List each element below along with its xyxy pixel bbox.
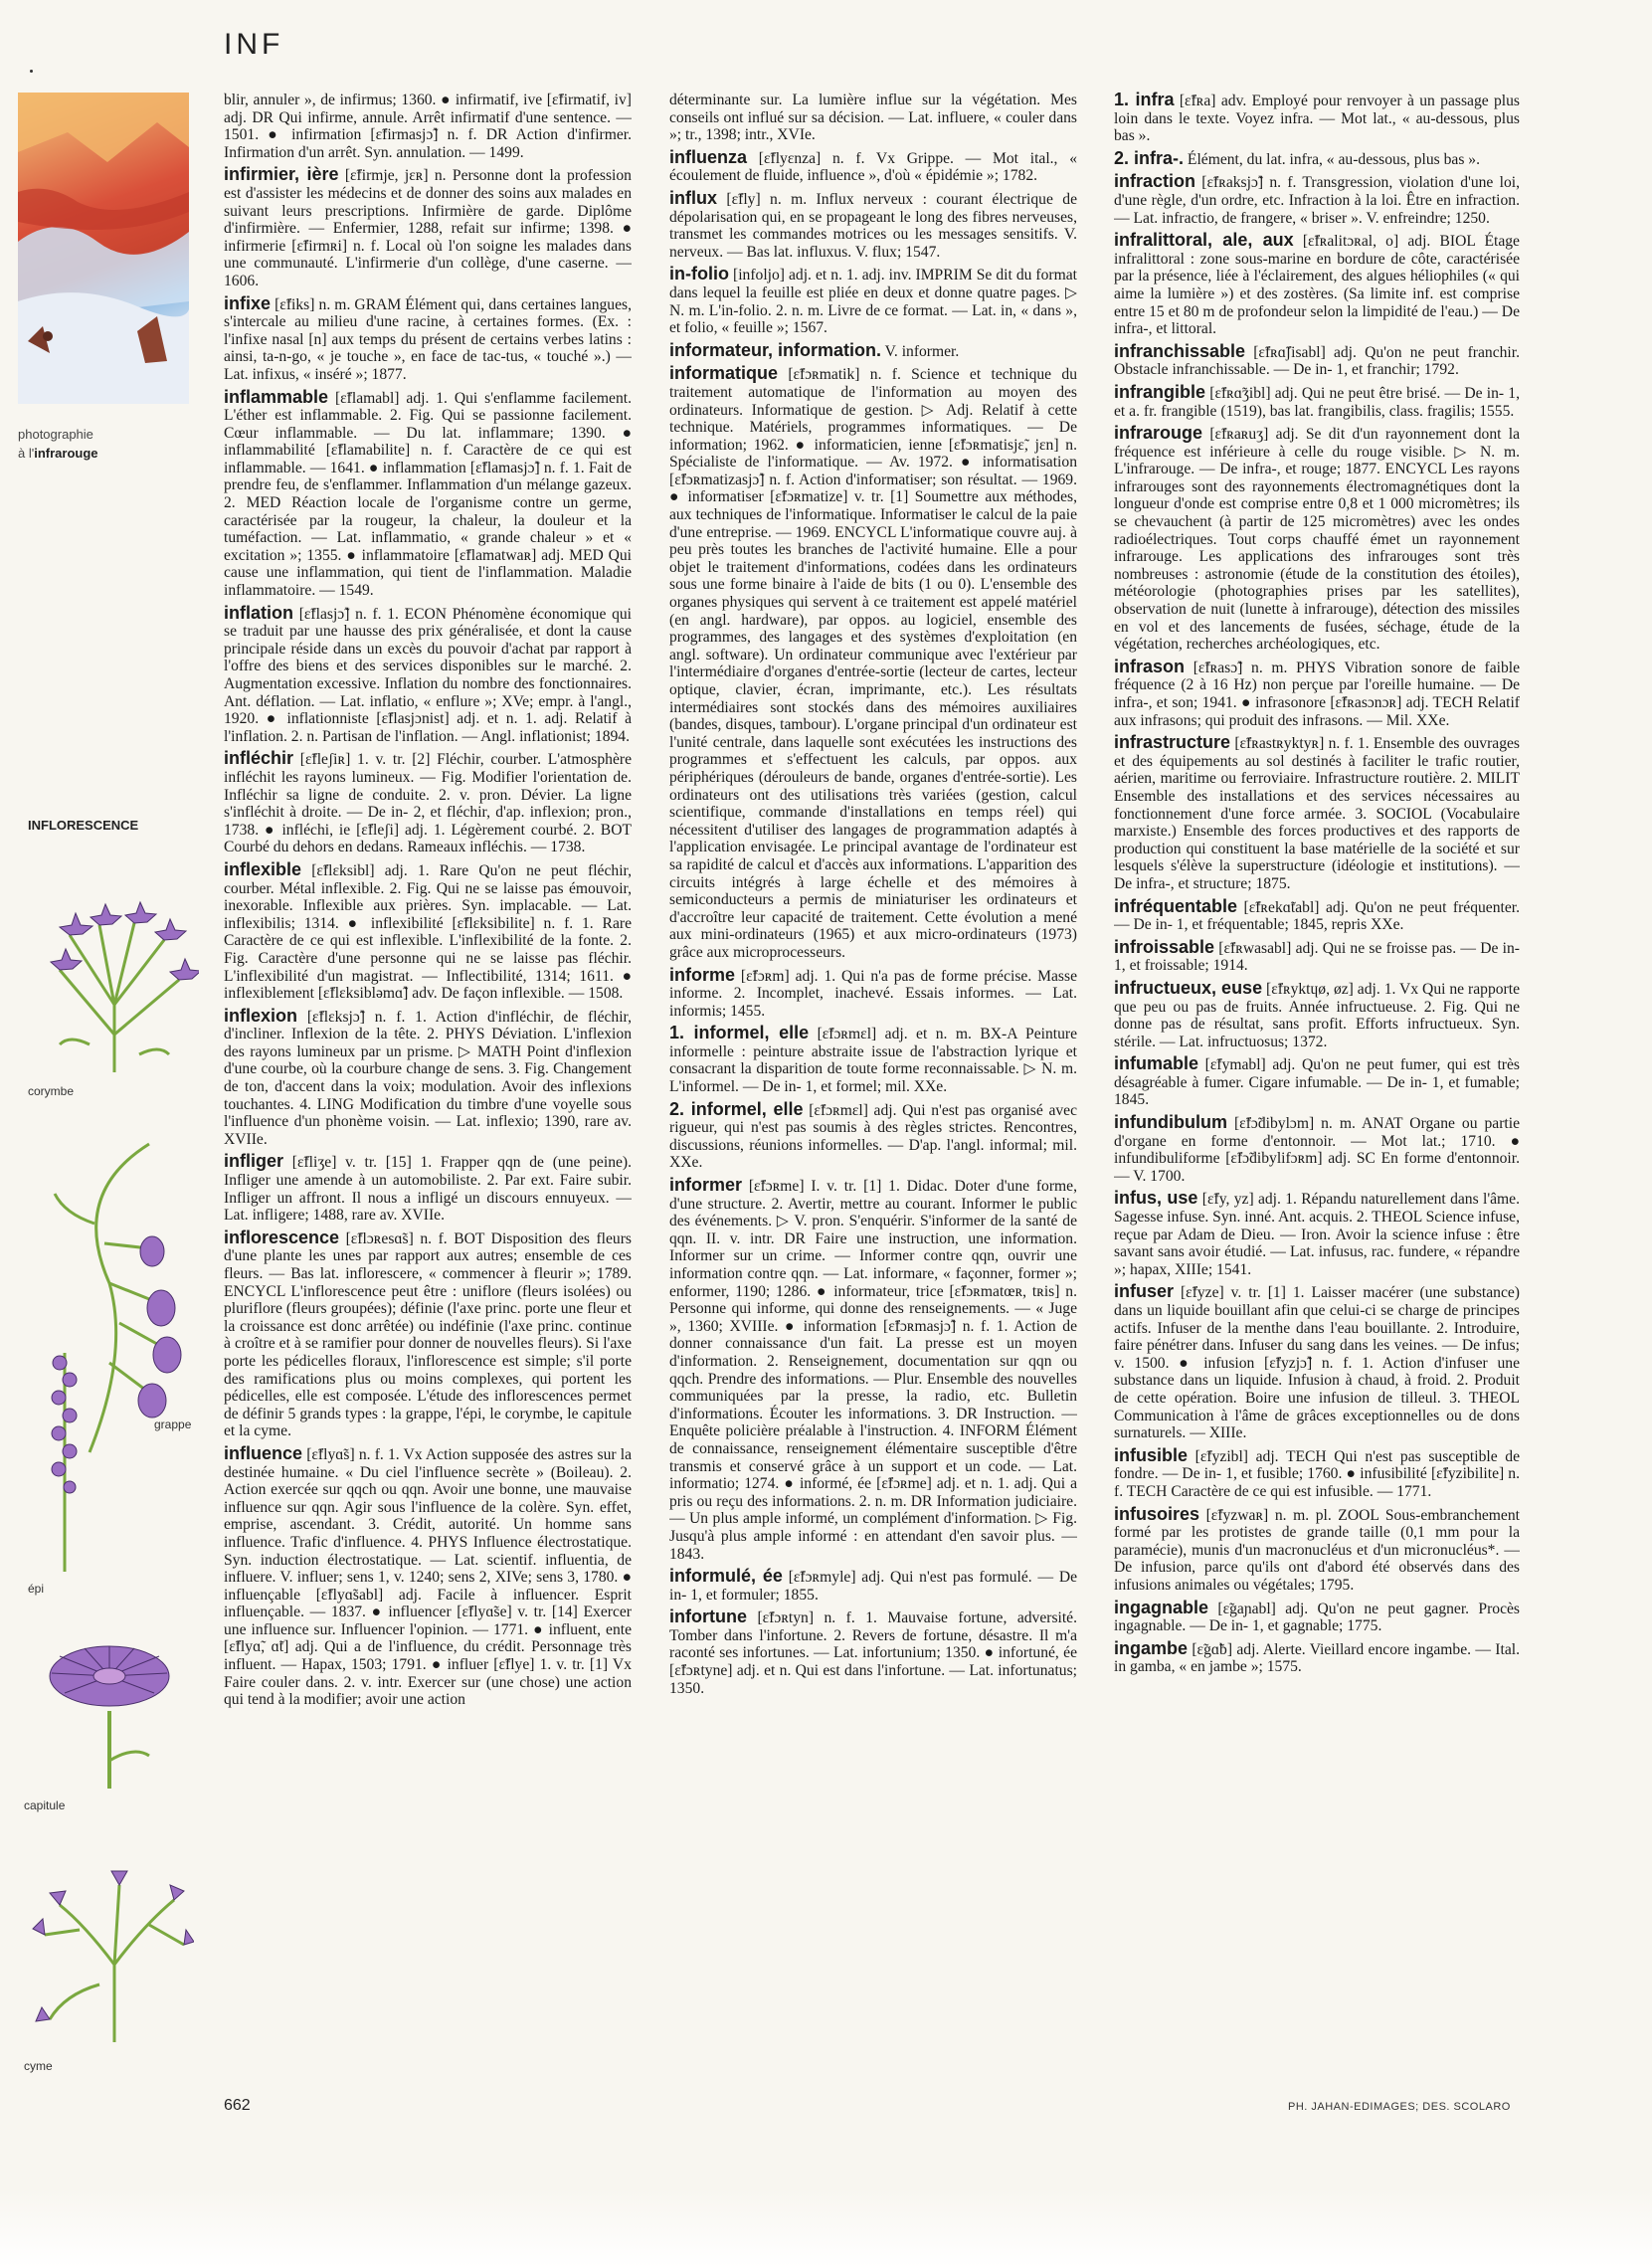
- photo-credit: PH. JAHAN-EDIMAGES; DES. SCOLARO: [1288, 2101, 1511, 2113]
- entry-definition: [ɛ̃fɔ̃dibylɔm] n. m. ANAT Organe ou partie d'organe en forme d'entonnoir. — Mot lat.; 1710. ● infundibuliforme [ɛ̃fɔ̃dibylifɔʀm] adj. SC En forme d'entonnoir. — V. 1700.: [1114, 1115, 1520, 1185]
- entry-definition: [ɛ̃fɔʀme] I. v. tr. [1] 1. Didac. Doter d'une forme, d'une structure. 2. Avertir, mettre au courant. Informer le public des événements. ▷ V. pron. S'enquérir. S'informer de la santé de qqn. II. v. intr. DR Faire une instruction, une information. Informer sur un crime. — Informer contre qqn, ouvrir une information contre qqn. — Lat. informare, « façonner, former »; enformer, 1190; 1286. ● informateur, trice [ɛ̃fɔʀmatœʀ, tʀis] n. Personne qui informe, qui donne des renseignements. — « Juge », 1360; XVIIIe. ● information [ɛ̃fɔʀmasjɔ̃] n. f. 1. Action de donner connaissance d'un fait. La presse est un moyen d'information. 2. Renseignement, documentation sur qqn ou qqch. Prendre des informations. — Plur. Ensemble des nouvelles communiquées par la presse, la radio, etc. Bulletin d'informations. Écouter les informations. 3. DR Instruction. — Enquête policière préalable à l'instruction. 4. INFORM Élément de connaissance, renseignement élémentaire susceptible d'être transmis et conservé grâce à un support et un code. — Lat. informatio; 1274. ● informé, ée [ɛ̃fɔʀme] adj. et n. 1. adj. Qui a pris ou reçu des informations. 2. n. m. DR Information judiciaire. — Un plus ample informé, un complément d'information. ▷ Fig. Jusqu'à plus ample informé : en attendant d'en savoir plus. — 1843.: [669, 1178, 1077, 1563]
- epi-flower-illustration: [40, 1348, 90, 1577]
- entry-headword: infliger: [224, 1151, 284, 1172]
- label-grappe: grappe: [154, 1418, 192, 1431]
- entry-headword: 1. infra: [1114, 92, 1175, 109]
- dictionary-entry: [1114, 1055, 1520, 1109]
- entry-headword: 2. infra-.: [1114, 147, 1185, 168]
- entry-definition: [ɛ̃flyɛnza] n. f. Vx Grippe. — Mot ital., « écoulement de fluide, influence », d'où « épidémie »; 1782.: [669, 149, 1077, 185]
- dictionary-entry: [1114, 381, 1520, 420]
- dictionary-entry: [1114, 1283, 1520, 1441]
- dictionary-entry: [669, 1025, 1077, 1095]
- dictionary-entry: [224, 386, 632, 600]
- entry-definition: [ɛ̃fleʃiʀ] 1. v. tr. [2] Fléchir, courber. L'atmosphère infléchit les rayons lumineux. — Fig. Modifier l'orientation de. Infléchir sa ligne de conduite. 2. v. pron. Dévier. La ligne s'infléchit à droite. — De in- 2, et fléchir, d'ap. inflexion; pron., 1738. ● infléchi, ie [ɛ̃fleʃi] adj. 1. Légèrement courbé. 2. BOT Courbé du dehors en dedans. Rameaux infléchis. — 1738.: [224, 751, 632, 856]
- corymbe-icon: [30, 895, 199, 1074]
- dictionary-entry: [224, 750, 632, 856]
- entry-headword: infroissable: [1114, 936, 1215, 957]
- entry-headword: inflammable: [224, 386, 329, 407]
- entry-definition: [ɛ̃fly] n. m. Influx nerveux : courant électrique de dépolarisation qui, en se propageant le long des fibres nerveuses, transmet les commandes motrices ou les messages sensitifs. V. nerveux. — Bas lat. influxus. V. flux; 1547.: [669, 190, 1077, 261]
- entry-headword: infructueux, euse: [1114, 977, 1263, 998]
- entry-headword: influx: [669, 187, 717, 208]
- entry-definition: [ɛ̃fʀalitɔʀal, o] adj. BIOL Étage infralittoral : zone sous-marine en bordure de côte, caractérisée par la présence, liée à l'éclairement, des algues héliophiles (« qui aime la lumière ») et des zostères. (Sa limite inf. est comprise entre 15 et 80 m de profondeur selon la limpidité de l'eau.) — De infra-, et littoral.: [1114, 233, 1520, 338]
- dictionary-entry: [1114, 656, 1520, 729]
- entry-headword: infranchissable: [1114, 340, 1246, 361]
- dictionary-entry: [1114, 1637, 1520, 1676]
- entry-headword: inflorescence: [224, 1227, 340, 1247]
- entry-definition: [ɛ̃fɔʀmyle] adj. Qui n'est pas formulé. — De in- 1, et formuler; 1855.: [669, 1569, 1077, 1604]
- label-epi: épi: [28, 1582, 45, 1596]
- dictionary-entry: [1114, 734, 1520, 892]
- entry-definition: [ɛ̃fɔʀmɛl] adj. et n. m. BX-A Peinture informelle : peinture abstraite issue de l'abstraction lyrique et consacrant la disparition de toute forme reconnaissable. ▷ N. m. L'informel. — De in- 1, et formel; mil. XXe.: [669, 1026, 1077, 1096]
- entry-headword: informer: [669, 1175, 743, 1196]
- dictionary-entry: [1114, 936, 1520, 975]
- dictionary-entry: [1114, 895, 1520, 934]
- entry-headword: ingagnable: [1114, 1597, 1209, 1617]
- entry-definition: [ɛ̃flɛksjɔ̃] n. f. 1. Action d'infléchir, de fléchir, d'incliner. Inflexion de la tête. 2. PHYS Déviation. L'inflexion des rayons lumineux par un prisme. ▷ MATH Point d'inflexion d'une courbe, où la courbure change de sens. 3. Fig. Changement de ton, d'accent dans la voix; modulation. Avoir des inflexions touchantes. 4. LING Modification du timbre d'une voyelle sous l'influence d'un phonème voisin. — Lat. inflexio; 1390, rare av. XVIIe.: [224, 1008, 632, 1148]
- entry-definition: [ɛ̃fʀa] adv. Employé pour renvoyer à un passage plus loin dans le texte. Voyez infra. — Mot lat., « au-dessous, plus bas ».: [1114, 93, 1520, 145]
- label-corymbe: corymbe: [28, 1084, 75, 1098]
- entry-headword: infundibulum: [1114, 1112, 1227, 1133]
- margin-dot: [30, 70, 33, 73]
- dictionary-entry: [1114, 1190, 1520, 1278]
- entry-definition: [ɛ̃fyzwaʀ] n. m. pl. ZOOL Sous-embranchement formé par les protistes de grande taille (0,1 mm pour la paramécie), munis d'un macronucléus et d'un micronucléus*. — De infusion, parce qu'ils ont d'abord été observés dans des infusions animales ou végétales; 1795.: [1114, 1506, 1520, 1594]
- dictionary-column-3: [1114, 92, 1520, 2081]
- dictionary-entry: [669, 266, 1077, 336]
- dictionary-entry: [1114, 92, 1520, 145]
- entry-definition: [ɛ̃fɔʀmɛl] adj. Qui n'est pas organisé avec rigueur, qui n'est pas soumis à des règles strictes. Rencontres, discussions, réunions informelles. — D'ap. l'angl. informal; mil. XXe.: [669, 1101, 1077, 1172]
- dictionary-column-1: [224, 92, 632, 2081]
- entry-headword: in-folio: [669, 264, 729, 284]
- entry-headword: infralittoral, ale, aux: [1114, 230, 1294, 251]
- dictionary-entry: [224, 602, 632, 746]
- entry-headword: infrason: [1114, 656, 1186, 676]
- scan-edge: [0, 2188, 1652, 2268]
- entry-headword: infixe: [224, 292, 272, 313]
- dictionary-entry: [669, 1098, 1077, 1172]
- entry-definition: [ɛ̃flɔʀesɑ̃s] n. f. BOT Disposition des fleurs d'une plante les unes par rapport aux autres; ensemble de ces fleurs. — Bas lat. inflorescere, « commencer à fleurir »; 1789. ENCYCL L'inflorescence peut être : uniflore (fleurs isolées) ou pluriflore (fleurs groupées); définie (l'axe princ. porte une fleur et la croissance est donc arrêtée) ou indéfinie (l'axe princ. continue à croître et à se ramifier pour donner de nouvelles fleurs). Si l'axe porte les pédicelles floraux, l'inflorescence est simple; s'il porte des ramifications plus ou moins complexes, qui portent les pédicelles, elle est composée. L'étude des inflorescences permet de définir 5 grands types : la grappe, l'épi, le corymbe, le capitule et la cyme.: [224, 1229, 632, 1440]
- entry-headword: infrarouge: [1114, 423, 1203, 444]
- entry-headword: infortune: [669, 1606, 747, 1627]
- entry-headword: infrangible: [1114, 381, 1206, 402]
- entry-headword: infirmier, ière: [224, 164, 339, 185]
- capitule-icon: [40, 1631, 179, 1791]
- entry-definition: déterminante sur. La lumière influe sur la végétation. Mes conseils ont influé sur sa décision. — Lat. influere, « couler dans »; tr., 1398; intr., XVIe.: [669, 92, 1077, 144]
- label-capitule: capitule: [24, 1798, 66, 1812]
- entry-headword: influenza: [669, 146, 748, 167]
- photo-caption-bold: infrarouge: [34, 446, 98, 461]
- dictionary-entry: [1114, 1503, 1520, 1595]
- entry-headword: inflexion: [224, 1005, 298, 1026]
- dictionary-entry: [224, 1442, 632, 1709]
- entry-headword: 1. informel, elle: [669, 1023, 810, 1043]
- dictionary-entry: [669, 964, 1077, 1021]
- dictionary-entry: [224, 1153, 632, 1224]
- entry-definition: [ɛ̃firmje, jɛʀ] n. Personne dont la profession est d'assister les médecins et de donner des soins aux malades en suivant leurs prescriptions. Infirmière de garde. Diplôme d'infirmière. — Enfermier, 1288, refait sur infirme; 1398. ● infirmerie [ɛ̃firmʀi] n. f. Local où l'on soigne les malades dans une communauté. L'infirmerie d'un collège, d'une caserne. — 1606.: [224, 167, 632, 289]
- entry-definition: Élément, du lat. infra, « au-dessous, plus bas ».: [1187, 150, 1480, 168]
- entry-definition: blir, annuler », de infirmus; 1360. ● infirmatif, ive [ɛ̃firmatif, iv] adj. DR Qui infirme, annule. Arrêt infirmatif d'une sentence. — 1501. ● infirmation [ɛ̃firmasjɔ̃] n. f. DR Action d'infirmer. Infirmation d'un arrêt. Syn. annulation. — 1499.: [224, 92, 632, 161]
- dictionary-entry: [1114, 340, 1520, 379]
- entry-definition: [ɛ̃fliʒe] v. tr. [15] 1. Frapper qqn de (une peine). Infliger une amende à un automobiliste. 2. Par ext. Faire subir. Infliger un affront. Il nous a infligé un discours ennuyeux. — Lat. infligere; 1488, rare av. XVIIe.: [224, 1154, 632, 1225]
- dictionary-entry: [1114, 1444, 1520, 1501]
- entry-headword: infraction: [1114, 171, 1196, 192]
- entry-definition: [ɛ̃fʀyktɥø, øz] adj. 1. Vx Qui ne rapporte que peu ou pas de fruits. Année infructueuse. 2. Fig. Qui ne donne pas de résultat, sans profit. Efforts infructueux. Syn. stérile. — Lat. infructuosus; 1372.: [1114, 980, 1520, 1050]
- page-header: INF: [224, 28, 284, 61]
- dictionary-entry: [224, 92, 632, 161]
- entry-definition: [ɛ̃fʀasɔ̃] n. m. PHYS Vibration sonore de faible fréquence (2 à 16 Hz) non perçue par l'oreille humaine. — De infra-, et son; 1941. ● infrasonore [ɛ̃fʀasɔnɔʀ] adj. TECH Relatif aux infrasons; qui produit des infrasons. — Mil. XXe.: [1114, 659, 1520, 729]
- dictionary-entry: [224, 292, 632, 384]
- entry-definition: [ɛ̃fʀaksjɔ̃] n. f. Transgression, violation d'une loi, d'une règle, d'un ordre, etc. Infraction à la loi. Être en infraction. — Lat. infractio, de frangere, « briser ». V. enfreindre; 1250.: [1114, 174, 1520, 227]
- dictionary-entry: [224, 166, 632, 289]
- entry-definition: [ɛ̃fʀekɑ̃tabl] adj. Qu'on ne peut fréquenter. — De in- 1, et fréquentable; 1845, repris XXe.: [1114, 898, 1520, 934]
- entry-definition: [ɛ̃fiks] n. m. GRAM Élément qui, dans certaines langues, s'intercale au milieu d'une racine, à certaines formes. (Ex. : l'infixe nasal [n] aux temps du présent de certains verbes latins : ainsi, ta-n-go, « je touche », en face de tac-tus, « touché ».) — Lat. infixus, « inséré »; 1877.: [224, 295, 632, 383]
- dictionary-entry: [669, 146, 1077, 185]
- dictionary-entry: [669, 187, 1077, 261]
- dictionary-entry: [224, 858, 632, 1003]
- entry-headword: informe: [669, 964, 736, 985]
- inflorescence-title: INFLORESCENCE: [28, 818, 139, 833]
- entry-headword: influence: [224, 1442, 303, 1463]
- entry-headword: informatique: [669, 363, 779, 384]
- entry-definition: [ɛ̃fyzibl] adj. TECH Qui n'est pas susceptible de fondre. — De in- 1, et fusible; 1760. ● infusibilité [ɛ̃fyzibilite] n. f. TECH Caractère de ce qui est infusible. — 1771.: [1114, 1447, 1520, 1500]
- dictionary-entry: [669, 1568, 1077, 1604]
- epi-icon: [40, 1348, 90, 1577]
- dictionary-entry: [1114, 232, 1520, 338]
- dictionary-entry: [224, 1005, 632, 1149]
- entry-definition: [ɛ̃flɛksibl] adj. 1. Rare Qu'on ne peut fléchir, courber. Métal inflexible. 2. Fig. Qui ne se laisse pas émouvoir, inexorable. Inflexible aux prières. Syn. implacable. — Lat. inflexibilis; 1314. ● inflexibilité [ɛ̃flɛksibilite] n. f. 1. Rare Caractère de ce qui est inflexible. L'inflexibilité de la fonte. 2. Fig. Caractère d'une personne qui ne se laisse pas fléchir. L'inflexibilité d'un magistrat. — Inflectibilité, 1314; 1611. ● inflexiblement [ɛ̃flɛksibləmɑ̃] adv. De façon inflexible. — 1508.: [224, 861, 632, 1003]
- entry-definition: [ɛ̃flyɑ̃s] n. f. 1. Vx Action supposée des astres sur la destinée humaine. « Du ciel l'influence secrète » (Boileau). 2. Action exercée sur qqch ou qqn. Avoir une bonne, une mauvaise influence sur qqn. Agir sous l'influence de la colère. Syn. effet, emprise, ascendant. 3. Crédit, autorité. Un homme sans influence. Trafic d'influence. 4. PHYS Influence électrostatique. Syn. induction électrostatique. — Lat. scientif. influentia, de influere. V. influer; sens 1, v. 1240; sens 2, XIVe; sens 3, 1780. ● influençable [ɛ̃flyɑ̃sabl] adj. Facile à influencer. Esprit influençable. — 1837. ● influencer [ɛ̃flyɑ̃se] v. tr. [14] Exercer une influence sur. Influencer l'opinion. — 1771. ● influent, ente [ɛ̃flyɑ̃, ɑ̃t] adj. Qui a de l'influence, du crédit. Personnage très influent. — Hapax, 1503; 1791. ● influer [ɛ̃flye] 1. v. tr. [1] Vx Faire couler dans. 2. v. intr. Exercer sur (une chose) une action qui tend à la modifier; avoir une action: [224, 1445, 632, 1709]
- photo-caption-prefix: à l': [18, 446, 35, 461]
- dictionary-entry: [669, 365, 1077, 961]
- entry-headword: inflexible: [224, 858, 302, 879]
- entry-definition: [ɛ̃gɑ̃b] adj. Alerte. Vieillard encore ingambe. — Ital. in gamba, « en jambe »; 1575.: [1114, 1640, 1520, 1676]
- entry-definition: [ɛ̃fyze] v. tr. [1] 1. Laisser macérer (une substance) dans un liquide bouillant afin que celui-ci se charge de principes actifs. Infuser de la menthe dans l'eau bouillante. 2. Introduire, faire pénétrer dans. Infuser du sang dans les veines. — De infus; v. 1500. ● infusion [ɛ̃fyzjɔ̃] n. f. 1. Action d'infuser une substance dans un liquide. Infusion à chaud, à froid. 2. Produit de cette opération. Boire une infusion de tilleul. 3. THEOL Communication à l'âme de grâces exceptionnelles ou de dons surnaturels. — XIIIe.: [1114, 1284, 1520, 1442]
- entry-headword: infrastructure: [1114, 732, 1231, 753]
- entry-definition: [ɛ̃flasjɔ̃] n. f. 1. ECON Phénomène économique qui se traduit par une hausse des prix généralisée, et dont la cause principale réside dans un excès du pouvoir d'achat par rapport à l'offre des biens et des services disponibles sur le marché. 2. Augmentation excessive. Inflation du nombre des fonctionnaires. Ant. déflation. — Lat. inflatio, « enflure »; XVe; empr. à l'angl., 1920. ● inflationniste [ɛ̃flasjɔnist] adj. et n. 1. adj. Relatif à l'inflation. 2. n. Partisan de l'inflation. — Angl. inflationist; 1894.: [224, 605, 632, 745]
- cyme-icon: [25, 1845, 194, 2044]
- entry-headword: infléchir: [224, 748, 294, 769]
- entry-definition: [ɛ̃fʀastʀyktyʀ] n. f. 1. Ensemble des ouvrages et des équipements au sol destinés à faciliter le trafic routier, aérien, maritime ou ferroviaire. Infrastructure routière. 2. MILIT Ensemble des installations et des services nécessaires au fonctionnement d'une force armée. 3. SOCIOL (Vocabulaire marxiste.) Ensemble des forces productives et des rapports de production qui constituent la base matérielle de la société et sur lesquels s'élève la superstructure (idéologie et institutions). — De infra-, et structure; 1875.: [1114, 735, 1520, 892]
- dictionary-entry: [224, 1229, 632, 1440]
- dictionary-entry: [669, 92, 1077, 144]
- dictionary-entry: [1114, 1114, 1520, 1185]
- entry-definition: [ɛ̃fʀɑ̃ʃisabl] adj. Qu'on ne peut franchir. Obstacle infranchissable. — De in- 1, et franchir; 1792.: [1114, 343, 1520, 379]
- entry-definition: [ɛ̃gaɲabl] adj. Qu'on ne peut gagner. Procès ingagnable. — De in- 1, et gagnable; 1775.: [1114, 1600, 1520, 1635]
- entry-headword: 2. informel, elle: [669, 1098, 804, 1119]
- entry-definition: [infoljo] adj. et n. 1. adj. inv. IMPRIM Se dit du format dans lequel la feuille est pliée en deux et donne quatre pages. ▷ N. m. L'in-folio. 2. n. m. Livre de ce format. — Lat. in, « dans », et folio, « feuille »; 1567.: [669, 267, 1077, 337]
- entry-definition: [ɛ̃fʀaʀuʒ] adj. Se dit d'un rayonnement dont la fréquence est inférieure à celle du rouge visible. ▷ N. m. L'infrarouge. — De infra-, et rouge; 1877. ENCYCL Les rayons infrarouges sont des rayonnements électromagnétiques dont la longueur d'onde est comprise entre 0,8 et 1 000 micromètres; ils se chevauchent (à partir de 125 micromètres) avec les ondes radioélectriques. Tout corps chauffé émet un rayonnement infrarouge. Les applications des infrarouges sont très nombreuses : astronomie (étude de la constitution des étoiles), météorologie (photographies prises par les satellites), observation de nuit (lunette à infrarouge), détection des missiles en vol et des lancements de fusées, séchage, étude de la végétation, recherches archéologiques, etc.: [1114, 426, 1520, 654]
- photo-caption-line2: [18, 445, 98, 462]
- dictionary-entry: [1114, 425, 1520, 654]
- photo-caption-line1: photographie: [18, 427, 93, 442]
- entry-headword: informateur, information.: [669, 339, 882, 360]
- entry-definition: [ɛ̃fʀwasabl] adj. Qui ne se froisse pas. — De in- 1, et froissable; 1914.: [1114, 939, 1520, 975]
- entry-definition: [ɛ̃fɔʀtyn] n. f. 1. Mauvaise fortune, adversité. Tomber dans l'infortune. 2. Revers de fortune, désastre. Il m'a raconté ses infortunes. — Lat. infortunium; 1350. ● infortuné, ée [ɛ̃fɔʀtyne] adj. et n. Qui est dans l'infortune. — Lat. infortunatus; 1350.: [669, 1609, 1077, 1697]
- dictionary-entry: [669, 339, 1077, 361]
- entry-headword: infusible: [1114, 1444, 1189, 1465]
- entry-definition: [ɛ̃fʀɑ̃ʒibl] adj. Qui ne peut être brisé. — De in- 1, et a. fr. frangible (1519), bas lat. frangibilis, class. fragilis; 1555.: [1114, 384, 1520, 420]
- entry-definition: V. informer.: [884, 342, 960, 360]
- cyme-flower-illustration: [25, 1845, 194, 2044]
- infrared-photo-icon: [18, 93, 189, 404]
- entry-headword: infuser: [1114, 1281, 1175, 1302]
- dictionary-column-2: [669, 92, 1077, 2081]
- entry-headword: infus, use: [1114, 1188, 1198, 1209]
- entry-headword: informulé, ée: [669, 1566, 783, 1587]
- label-cyme: cyme: [24, 2059, 53, 2073]
- capitule-flower-illustration: [40, 1631, 179, 1791]
- entry-headword: ingambe: [1114, 1637, 1189, 1658]
- entry-definition: [ɛ̃fymabl] adj. Qu'on ne peut fumer, qui est très désagréable à fumer. Cigare infumable. — De in- 1, et fumable; 1845.: [1114, 1056, 1520, 1109]
- entry-headword: inflation: [224, 602, 293, 623]
- dictionary-entry: [1114, 147, 1520, 169]
- dictionary-entry: [1114, 173, 1520, 227]
- entry-definition: [ɛ̃fɔʀm] adj. 1. Qui n'a pas de forme précise. Masse informe. 2. Incomplet, inachevé. Essais informes. — Lat. informis; 1455.: [669, 967, 1077, 1020]
- entry-definition: [ɛ̃fɔʀmatik] n. f. Science et technique du traitement automatique de l'information au moyen des ordinateurs. Informatique de gestion. ▷ Adj. Relatif à cette technique. Matériels, programmes informatiques. — De information; 1962. ● informaticien, ienne [ɛ̃fɔʀmatisjɛ̃, jɛn] n. Spécialiste de l'informatique. — Av. 1972. ● informatisation [ɛ̃fɔʀmatizasjɔ̃] n. f. Action d'informatiser; son résultat. — 1969. ● informatiser [ɛ̃fɔʀmatize] v. tr. [1] Soumettre aux méthodes, aux techniques de l'informatique. Informatiser le calcul de la paie d'une entreprise. — 1969. ENCYCL L'informatique couvre auj. à peu près toutes les branches de l'activité humaine. Elle a pour objet le traitement d'informations, codées dans les ordinateurs sous une forme binaire à l'aide de bits (1 ou 0). L'ensemble des organes physiques qui servent à ce traitement est appelé matériel (en angl. hardware), par oppos. au logiciel, ensemble des programmes, des langages et des systèmes d'exploitation (en angl. software). Un ordinateur communique avec l'extérieur par l'intermédiaire d'organes d'entrée-sortie (lecteur de cartes, lecteur optique, clavier, écran, imprimante, etc.). Les résultats intermédiaires sont stockés dans des mémoires auxiliaires (bandes, disques, tambour). L'organe principal d'un ordinateur est l'unité centrale, dans laquelle sont exécutées les instructions des programmes et s'effectuent les calculs, par oppos. aux périphériques (dérouleurs de bande, organes d'entrée-sortie). Les ordinateurs ont des utilisations très variées (gestion, calcul scientifique, commande d'installations en temps réel) qui nécessitent d'utiliser des langages de programmation adaptés à l'application envisagée. Le principal avantage de l'ordinateur est sa rapidité de calcul et d'accès aux informations. L'apparition des circuits intégrés à large échelle et des mémoires à semiconducteurs a permis de miniaturiser les ordinateurs et d'accroître leur capacité de traitement. Cette évolution a mené aux mini-ordinateurs (1965) et aux micro-ordinateurs (1973) grâce aux microprocesseurs.: [669, 366, 1077, 961]
- entry-headword: infumable: [1114, 1053, 1199, 1074]
- entry-headword: infréquentable: [1114, 895, 1238, 916]
- entry-headword: infusoires: [1114, 1503, 1200, 1524]
- infrared-photo-image: [18, 93, 189, 404]
- dictionary-entry: [1114, 1597, 1520, 1635]
- dictionary-entry: [669, 1177, 1077, 1563]
- corymbe-flower-illustration: [30, 895, 199, 1074]
- entry-definition: [ɛ̃fy, yz] adj. 1. Répandu naturellement dans l'âme. Sagesse infuse. Syn. inné. Ant. acquis. 2. THEOL Science infuse, reçue par Adam de Dieu. — Iron. Avoir la science infuse : être savant sans avoir étudié. — Lat. infusus, rac. fundere, « répandre »; hapax, XIIIe; 1541.: [1114, 1191, 1520, 1278]
- page-number: 662: [224, 2097, 251, 2114]
- entry-definition: [ɛ̃flamabl] adj. 1. Qui s'enflamme facilement. L'éther est inflammable. 2. Fig. Qui se passionne facilement. Cœur inflammable. — Du lat. inflammare; 1390. ● inflammabilité [ɛ̃flamabilite] n. f. Caractère de ce qui est inflammable. — 1641. ● inflammation [ɛ̃flamasjɔ̃] n. f. 1. Fait de prendre feu, de s'enflammer. Inflammation d'un mélange gazeux. 2. MED Réaction locale de l'organisme contre un germe, caractérisée par la rougeur, la chaleur, la douleur et la tuméfaction. — Lat. inflammatio, « grande chaleur » et « excitation »; 1355. ● inflammatoire [ɛ̃flamatwaʀ] adj. MED Qui cause une inflammation, qui tient de l'inflammation. Maladie inflammatoire. — 1549.: [224, 389, 632, 600]
- dictionary-entry: [669, 1608, 1077, 1697]
- dictionary-entry: [1114, 977, 1520, 1050]
